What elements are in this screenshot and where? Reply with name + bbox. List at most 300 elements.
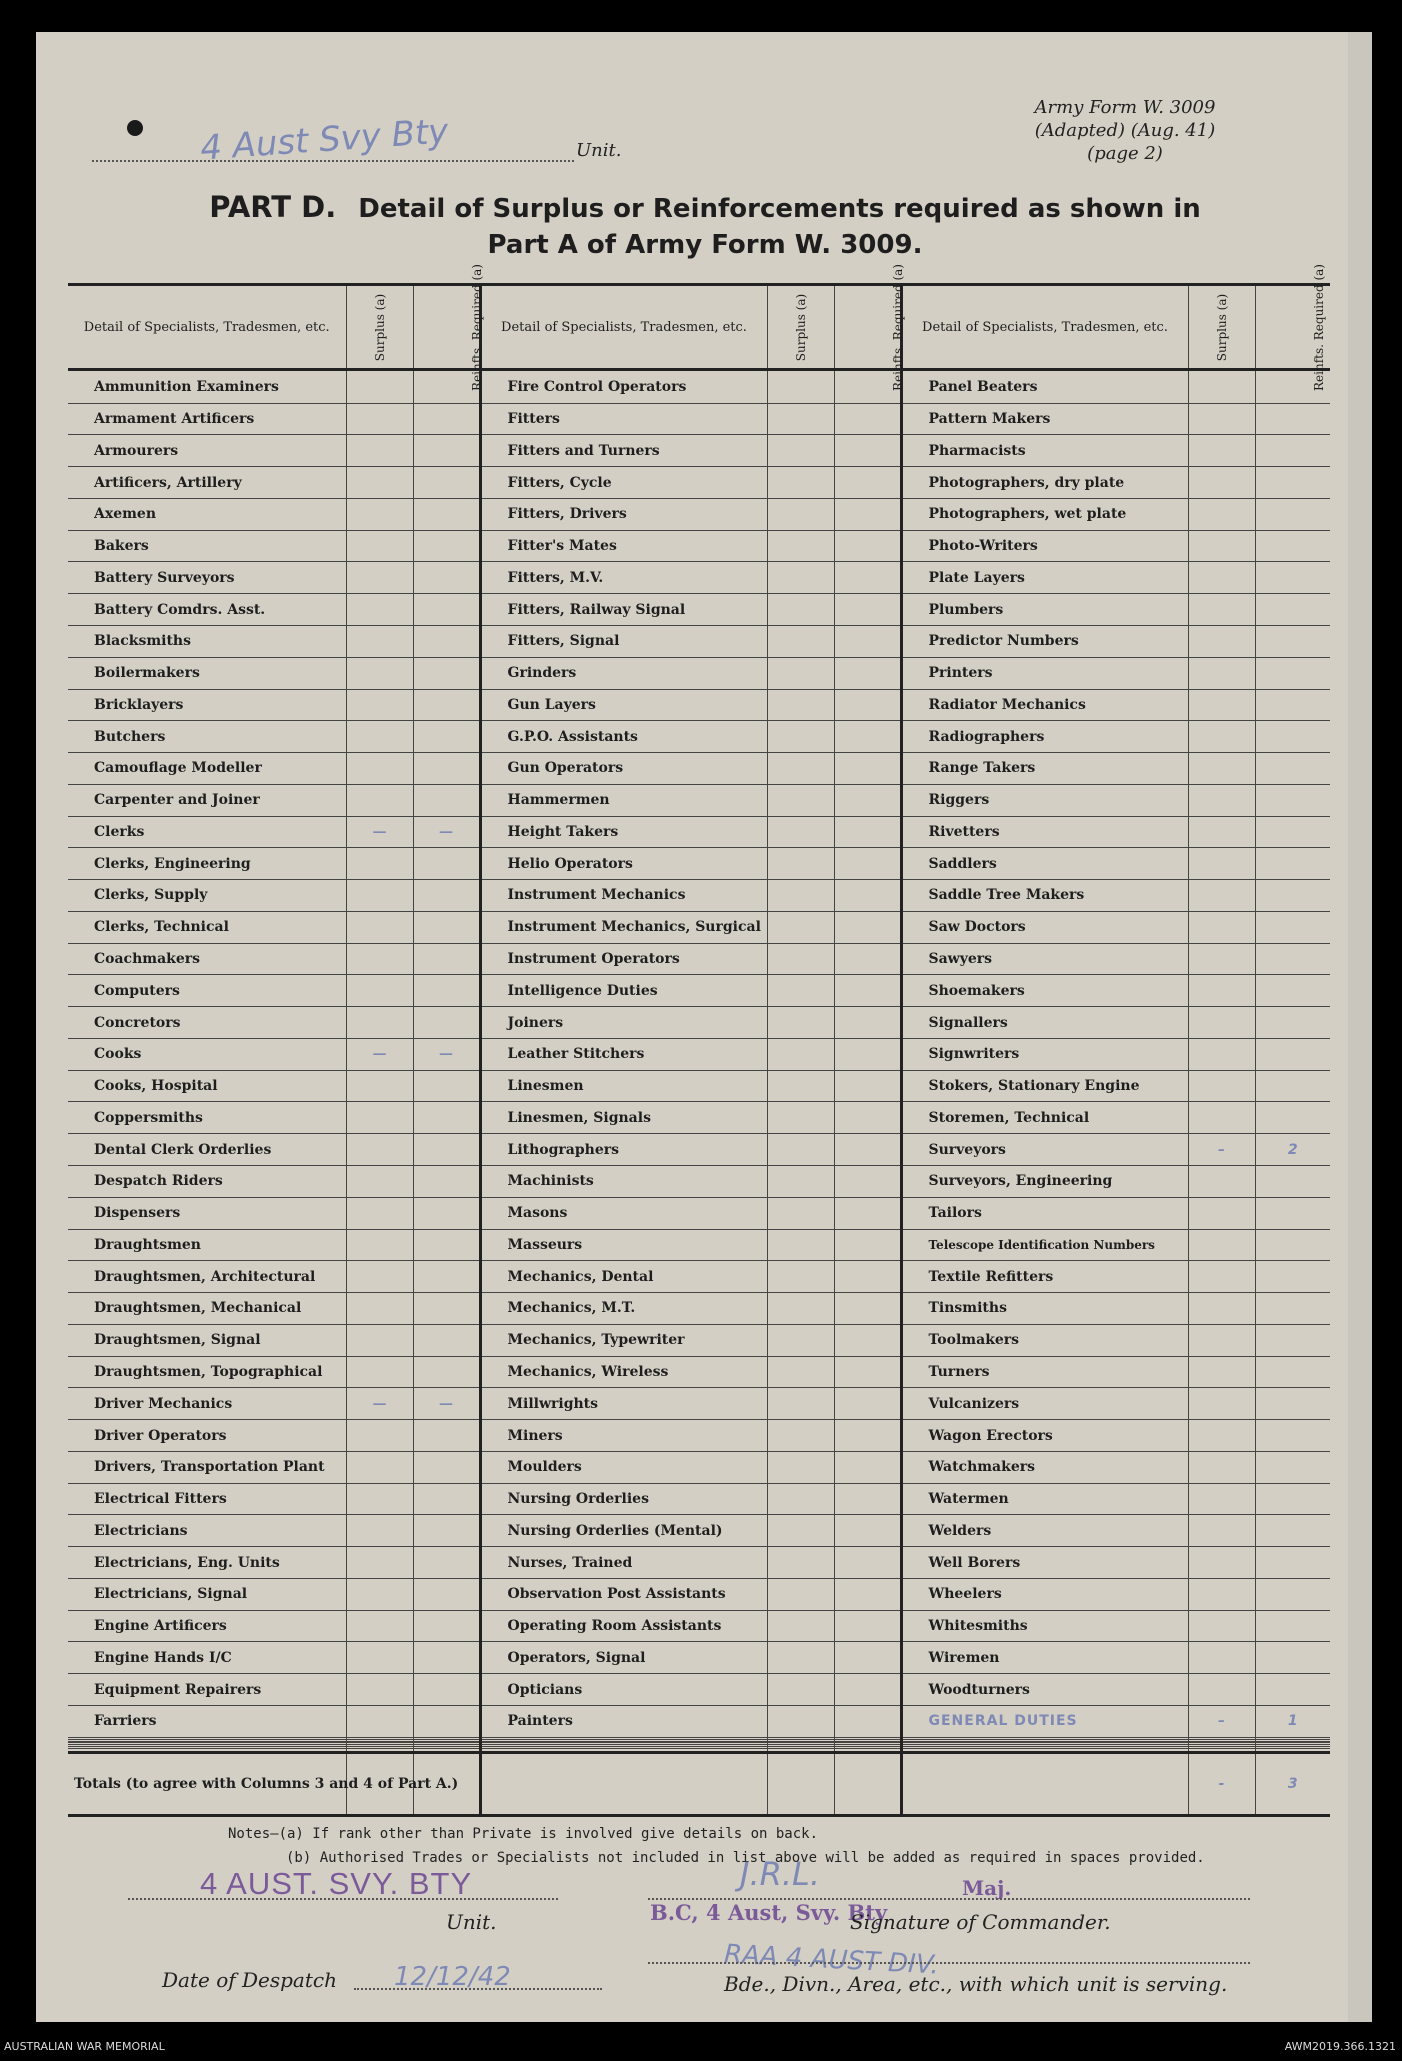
table-row	[68, 816, 1330, 848]
surplus-cell	[346, 911, 413, 943]
reinfts-cell	[1255, 530, 1330, 562]
trade-cell: Camouflage Modeller	[68, 753, 346, 785]
surplus-cell	[346, 848, 413, 880]
surplus-cell	[767, 1610, 834, 1642]
surplus-cell	[767, 880, 834, 912]
surplus-cell: –	[1188, 1134, 1255, 1166]
reinfts-cell	[1255, 657, 1330, 689]
surplus-cell	[346, 1356, 413, 1388]
table-row	[68, 1293, 1330, 1325]
surplus-cell	[1188, 1642, 1255, 1674]
reinfts-cell	[1255, 1356, 1330, 1388]
surplus-cell	[346, 435, 413, 467]
table-row	[68, 1007, 1330, 1039]
trade-cell: Operators, Signal	[480, 1642, 767, 1674]
rank-maj: Maj.	[962, 1876, 1012, 1900]
trade-cell: Millwrights	[480, 1388, 767, 1420]
table-row	[68, 657, 1330, 689]
reinfts-cell	[834, 657, 901, 689]
signature-label: Signature of Commander.	[850, 1910, 1111, 1934]
col-header-detail: Detail of Specialists, Tradesmen, etc.	[68, 285, 346, 370]
surplus-cell	[767, 1134, 834, 1166]
trade-cell: Sawyers	[901, 943, 1188, 975]
reinfts-cell: —	[413, 1388, 480, 1420]
trade-cell: Clerks, Engineering	[68, 848, 346, 880]
trade-cell: Mechanics, Typewriter	[480, 1324, 767, 1356]
table-row	[68, 530, 1330, 562]
table-row	[68, 975, 1330, 1007]
trade-cell: Despatch Riders	[68, 1166, 346, 1198]
surplus-cell	[767, 1229, 834, 1261]
surplus-cell	[767, 1166, 834, 1198]
reinfts-cell	[413, 498, 480, 530]
table-row	[68, 753, 1330, 785]
trade-cell: Mechanics, Dental	[480, 1261, 767, 1293]
surplus-cell	[1188, 1420, 1255, 1452]
surplus-cell	[1188, 1197, 1255, 1229]
reinfts-cell	[1255, 1229, 1330, 1261]
trade-cell: Instrument Operators	[480, 943, 767, 975]
surplus-cell	[767, 657, 834, 689]
reinfts-cell	[413, 880, 480, 912]
surplus-header-text: Surplus (a)	[1214, 293, 1229, 361]
reinfts-cell	[413, 1102, 480, 1134]
trade-cell: Photographers, wet plate	[901, 498, 1188, 530]
trade-cell: Draughtsmen, Architectural	[68, 1261, 346, 1293]
trade-cell: Welders	[901, 1515, 1188, 1547]
surplus-cell	[346, 657, 413, 689]
table-row	[68, 1515, 1330, 1547]
trade-cell: Helio Operators	[480, 848, 767, 880]
trade-cell: Signallers	[901, 1007, 1188, 1039]
reinfts-cell	[1255, 1007, 1330, 1039]
surplus-cell	[1188, 657, 1255, 689]
reinfts-cell	[413, 435, 480, 467]
reinfts-cell	[834, 467, 901, 499]
surplus-cell	[346, 721, 413, 753]
formation-handwritten: RAA 4 AUST DIV.	[723, 1939, 940, 1981]
reinfts-cell	[834, 975, 901, 1007]
reinfts-cell	[1255, 689, 1330, 721]
reinfts-cell	[413, 1324, 480, 1356]
reinfts-cell	[413, 1642, 480, 1674]
reinfts-cell	[1255, 1261, 1330, 1293]
reinfts-cell	[413, 1706, 480, 1738]
trade-cell: Cooks, Hospital	[68, 1070, 346, 1102]
surplus-cell	[767, 1324, 834, 1356]
trade-cell: Ammunition Examiners	[68, 370, 346, 404]
paper-edge	[1348, 32, 1372, 2022]
surplus-cell	[767, 1706, 834, 1738]
trade-cell: Driver Operators	[68, 1420, 346, 1452]
reinfts-cell	[834, 721, 901, 753]
surplus-cell	[346, 625, 413, 657]
reinfts-cell	[1255, 1070, 1330, 1102]
surplus-cell	[1188, 1388, 1255, 1420]
table-row	[68, 1642, 1330, 1674]
reinfts-cell	[834, 1324, 901, 1356]
reinfts-cell	[1255, 975, 1330, 1007]
reinfts-cell	[834, 1038, 901, 1070]
form-adapted: (Adapted) (Aug. 41)	[1034, 120, 1216, 141]
unit-stamp: 4 AUST. SVY. BTY	[200, 1866, 473, 1901]
unit-handwritten: 4 Aust Svy Bty	[198, 111, 450, 169]
trade-cell: Electrical Fitters	[68, 1483, 346, 1515]
trade-cell: Watermen	[901, 1483, 1188, 1515]
reinfts-cell	[834, 625, 901, 657]
trade-cell: Stokers, Stationary Engine	[901, 1070, 1188, 1102]
table-row	[68, 562, 1330, 594]
col-header-detail: Detail of Specialists, Tradesmen, etc.	[480, 285, 767, 370]
col-header-reinfts	[1255, 263, 1330, 391]
reinfts-cell	[1255, 1102, 1330, 1134]
trade-cell: Radiographers	[901, 721, 1188, 753]
surplus-cell	[346, 1261, 413, 1293]
trade-cell: Surveyors	[901, 1134, 1188, 1166]
surplus-cell	[1188, 911, 1255, 943]
table-row	[68, 467, 1330, 499]
trade-cell: Armament Artificers	[68, 403, 346, 435]
surplus-cell	[767, 1578, 834, 1610]
trade-cell: Clerks	[68, 816, 346, 848]
surplus-cell	[1188, 880, 1255, 912]
trade-cell: Moulders	[480, 1451, 767, 1483]
part-label: PART D.	[209, 190, 337, 224]
trade-cell: Linesmen, Signals	[480, 1102, 767, 1134]
trade-cell: Instrument Mechanics	[480, 880, 767, 912]
surplus-cell	[767, 498, 834, 530]
unit-sign-line	[128, 1898, 558, 1900]
surplus-cell: —	[346, 1038, 413, 1070]
table-row	[68, 1420, 1330, 1452]
unit-footer-label: Unit.	[446, 1910, 497, 1934]
surplus-cell	[346, 1642, 413, 1674]
trade-cell: Draughtsmen, Signal	[68, 1324, 346, 1356]
trade-cell: Radiator Mechanics	[901, 689, 1188, 721]
totals-empty-cell	[901, 1753, 1188, 1816]
totals-empty-cell	[767, 1753, 834, 1816]
surplus-cell	[767, 370, 834, 404]
punch-hole	[127, 120, 143, 136]
reinfts-cell	[1255, 1547, 1330, 1579]
surplus-cell	[1188, 1038, 1255, 1070]
trade-cell: GENERAL DUTIES	[901, 1706, 1188, 1738]
reinfts-cell	[834, 1610, 901, 1642]
reinfts-cell	[1255, 1515, 1330, 1547]
reinfts-cell	[834, 562, 901, 594]
trade-cell: Concretors	[68, 1007, 346, 1039]
surplus-cell	[1188, 1070, 1255, 1102]
table-row	[68, 625, 1330, 657]
reinfts-cell	[834, 1102, 901, 1134]
surplus-cell	[346, 370, 413, 404]
surplus-cell	[346, 1420, 413, 1452]
surplus-cell	[1188, 1674, 1255, 1706]
trade-cell: Dispensers	[68, 1197, 346, 1229]
reinfts-cell	[413, 1229, 480, 1261]
reinfts-cell	[834, 1578, 901, 1610]
surplus-cell	[767, 753, 834, 785]
surplus-cell	[1188, 625, 1255, 657]
trade-cell: Coppersmiths	[68, 1102, 346, 1134]
table-row	[68, 1229, 1330, 1261]
surplus-cell	[346, 594, 413, 626]
date-label: Date of Despatch	[162, 1968, 337, 1992]
totals-empty-cell	[480, 1753, 767, 1816]
reinfts-cell	[834, 753, 901, 785]
surplus-cell	[767, 1515, 834, 1547]
trade-cell: Printers	[901, 657, 1188, 689]
reinfts-cell	[413, 657, 480, 689]
reinfts-cell	[1255, 1166, 1330, 1198]
surplus-cell: —	[346, 1388, 413, 1420]
trade-cell: Dental Clerk Orderlies	[68, 1134, 346, 1166]
surplus-cell	[767, 1642, 834, 1674]
reinfts-cell	[834, 435, 901, 467]
table-row	[68, 1102, 1330, 1134]
reinfts-cell	[1255, 1483, 1330, 1515]
table-row	[68, 1134, 1330, 1166]
reinfts-cell	[834, 1706, 901, 1738]
reinfts-cell: —	[413, 1038, 480, 1070]
specialists-table	[68, 263, 1330, 1817]
trade-cell: Bakers	[68, 530, 346, 562]
trade-cell: Cooks	[68, 1038, 346, 1070]
surplus-cell: –	[1188, 1706, 1255, 1738]
trade-cell: Predictor Numbers	[901, 625, 1188, 657]
surplus-cell	[1188, 848, 1255, 880]
reinfts-cell	[413, 1483, 480, 1515]
reinfts-cell	[1255, 594, 1330, 626]
reinfts-cell	[834, 1547, 901, 1579]
surplus-cell	[1188, 403, 1255, 435]
surplus-cell	[1188, 1324, 1255, 1356]
form-page-number: (page 2)	[1087, 143, 1163, 164]
reinfts-cell	[1255, 1293, 1330, 1325]
trade-cell: Nursing Orderlies	[480, 1483, 767, 1515]
reinfts-cell	[1255, 880, 1330, 912]
surplus-cell	[767, 1038, 834, 1070]
formation-label: Bde., Divn., Area, etc., with which unit is serving.	[724, 1972, 1228, 1996]
trade-cell: Electricians	[68, 1515, 346, 1547]
trade-cell: Well Borers	[901, 1547, 1188, 1579]
trade-cell: Range Takers	[901, 753, 1188, 785]
surplus-cell	[346, 1578, 413, 1610]
surplus-cell	[1188, 975, 1255, 1007]
trade-cell: Clerks, Supply	[68, 880, 346, 912]
surplus-cell	[767, 911, 834, 943]
unit-label: Unit.	[576, 140, 622, 161]
table-row	[68, 1070, 1330, 1102]
reinfts-cell	[1255, 435, 1330, 467]
trade-cell: Height Takers	[480, 816, 767, 848]
trade-cell: Pharmacists	[901, 435, 1188, 467]
reinfts-cell	[1255, 403, 1330, 435]
reinfts-cell	[1255, 911, 1330, 943]
trade-cell: Intelligence Duties	[480, 975, 767, 1007]
surplus-cell	[1188, 943, 1255, 975]
reinfts-cell	[413, 689, 480, 721]
surplus-cell	[767, 975, 834, 1007]
trade-cell: Machinists	[480, 1166, 767, 1198]
surplus-cell	[767, 721, 834, 753]
surplus-header-text: Surplus (a)	[793, 293, 808, 361]
trade-cell: Operating Room Assistants	[480, 1610, 767, 1642]
surplus-cell	[1188, 784, 1255, 816]
page-title	[150, 190, 1260, 260]
surplus-cell	[767, 625, 834, 657]
table-row	[68, 1038, 1330, 1070]
reinfts-cell: —	[413, 816, 480, 848]
surplus-cell	[767, 1356, 834, 1388]
reinfts-cell	[1255, 562, 1330, 594]
reinfts-cell	[834, 594, 901, 626]
reinfts-cell	[834, 1674, 901, 1706]
reinfts-cell	[834, 1070, 901, 1102]
trade-cell: Turners	[901, 1356, 1188, 1388]
reinfts-header-text: Reinfts. Required (a)	[1311, 263, 1326, 391]
surplus-cell	[1188, 1483, 1255, 1515]
trade-cell: Tinsmiths	[901, 1293, 1188, 1325]
table-header-row	[68, 285, 1330, 370]
surplus-cell	[767, 689, 834, 721]
trade-cell: Leather Stitchers	[480, 1038, 767, 1070]
reinfts-cell	[413, 1578, 480, 1610]
trade-cell: G.P.O. Assistants	[480, 721, 767, 753]
reinfts-cell	[1255, 625, 1330, 657]
surplus-cell	[767, 467, 834, 499]
reinfts-cell	[834, 784, 901, 816]
trade-cell: Drivers, Transportation Plant	[68, 1451, 346, 1483]
trade-cell: Riggers	[901, 784, 1188, 816]
table-row	[68, 784, 1330, 816]
surplus-cell	[767, 1007, 834, 1039]
reinfts-cell	[1255, 1197, 1330, 1229]
surplus-cell	[346, 1324, 413, 1356]
trade-cell: Photographers, dry plate	[901, 467, 1188, 499]
surplus-cell	[767, 594, 834, 626]
reinfts-cell	[413, 943, 480, 975]
col-header-surplus	[1188, 285, 1255, 370]
trade-cell: Electricians, Eng. Units	[68, 1547, 346, 1579]
reinfts-cell	[1255, 784, 1330, 816]
col-header-surplus	[767, 285, 834, 370]
trade-cell: Painters	[480, 1706, 767, 1738]
table-row	[68, 1547, 1330, 1579]
table-row	[68, 594, 1330, 626]
trade-cell: Mechanics, Wireless	[480, 1356, 767, 1388]
surplus-cell	[346, 689, 413, 721]
surplus-cell	[767, 1451, 834, 1483]
trade-cell: Photo-Writers	[901, 530, 1188, 562]
trade-cell: Lithographers	[480, 1134, 767, 1166]
reinfts-cell	[413, 1166, 480, 1198]
trade-cell: Woodturners	[901, 1674, 1188, 1706]
surplus-cell	[767, 848, 834, 880]
surplus-cell	[346, 1515, 413, 1547]
surplus-cell	[1188, 1166, 1255, 1198]
totals-row	[68, 1753, 1330, 1816]
form-number: Army Form W. 3009	[1034, 97, 1216, 118]
reinfts-cell	[413, 1197, 480, 1229]
trade-cell: Equipment Repairers	[68, 1674, 346, 1706]
reinfts-cell	[413, 1547, 480, 1579]
surplus-cell	[346, 1547, 413, 1579]
surplus-header-text: Surplus (a)	[372, 293, 387, 361]
trade-cell: Telescope Identification Numbers	[901, 1229, 1188, 1261]
reinfts-cell	[413, 1610, 480, 1642]
trade-cell: Fitters, Cycle	[480, 467, 767, 499]
reinfts-cell	[413, 1515, 480, 1547]
surplus-cell	[346, 467, 413, 499]
reinfts-cell	[1255, 1451, 1330, 1483]
trade-cell: Engine Artificers	[68, 1610, 346, 1642]
reinfts-cell	[413, 911, 480, 943]
surplus-cell	[767, 562, 834, 594]
trade-cell: Observation Post Assistants	[480, 1578, 767, 1610]
trade-cell: Armourers	[68, 435, 346, 467]
reinfts-cell	[834, 403, 901, 435]
archive-credit: AUSTRALIAN WAR MEMORIAL	[4, 2040, 165, 2053]
surplus-cell	[1188, 1007, 1255, 1039]
surplus-cell	[1188, 594, 1255, 626]
reinfts-cell	[1255, 1038, 1330, 1070]
trade-cell: Saddle Tree Makers	[901, 880, 1188, 912]
surplus-cell	[346, 1166, 413, 1198]
table-row	[68, 498, 1330, 530]
trade-cell: Rivetters	[901, 816, 1188, 848]
surplus-cell	[346, 975, 413, 1007]
col-header-reinfts	[413, 263, 484, 391]
surplus-cell	[767, 1674, 834, 1706]
trade-cell: Storemen, Technical	[901, 1102, 1188, 1134]
trade-cell: Bricklayers	[68, 689, 346, 721]
reinfts-cell	[1255, 816, 1330, 848]
table-row	[68, 1578, 1330, 1610]
surplus-cell	[1188, 1261, 1255, 1293]
col-header-reinfts	[834, 263, 905, 391]
table-row	[68, 1674, 1330, 1706]
surplus-cell	[767, 943, 834, 975]
surplus-cell	[767, 1388, 834, 1420]
trade-cell: Battery Comdrs. Asst.	[68, 594, 346, 626]
surplus-cell	[1188, 467, 1255, 499]
trade-cell: Boilermakers	[68, 657, 346, 689]
trade-cell: Whitesmiths	[901, 1610, 1188, 1642]
note-b: (b) Authorised Trades or Specialists not included in list above will be added as required in spaces provided.	[286, 1850, 1205, 1866]
trade-cell: Tailors	[901, 1197, 1188, 1229]
reinfts-cell	[413, 625, 480, 657]
surplus-cell	[767, 1102, 834, 1134]
reinfts-cell	[834, 1420, 901, 1452]
trade-cell: Draughtsmen, Topographical	[68, 1356, 346, 1388]
reinfts-cell	[413, 721, 480, 753]
table-row	[68, 848, 1330, 880]
surplus-cell	[767, 1293, 834, 1325]
surplus-cell	[1188, 1610, 1255, 1642]
formation-line	[648, 1962, 1250, 1964]
reinfts-cell	[834, 1261, 901, 1293]
table-row	[68, 1324, 1330, 1356]
surplus-cell	[346, 880, 413, 912]
surplus-cell	[346, 530, 413, 562]
trade-cell: Toolmakers	[901, 1324, 1188, 1356]
trade-cell: Opticians	[480, 1674, 767, 1706]
trade-cell: Hammermen	[480, 784, 767, 816]
table-row	[68, 1388, 1330, 1420]
reinfts-cell	[413, 1420, 480, 1452]
surplus-cell	[346, 403, 413, 435]
